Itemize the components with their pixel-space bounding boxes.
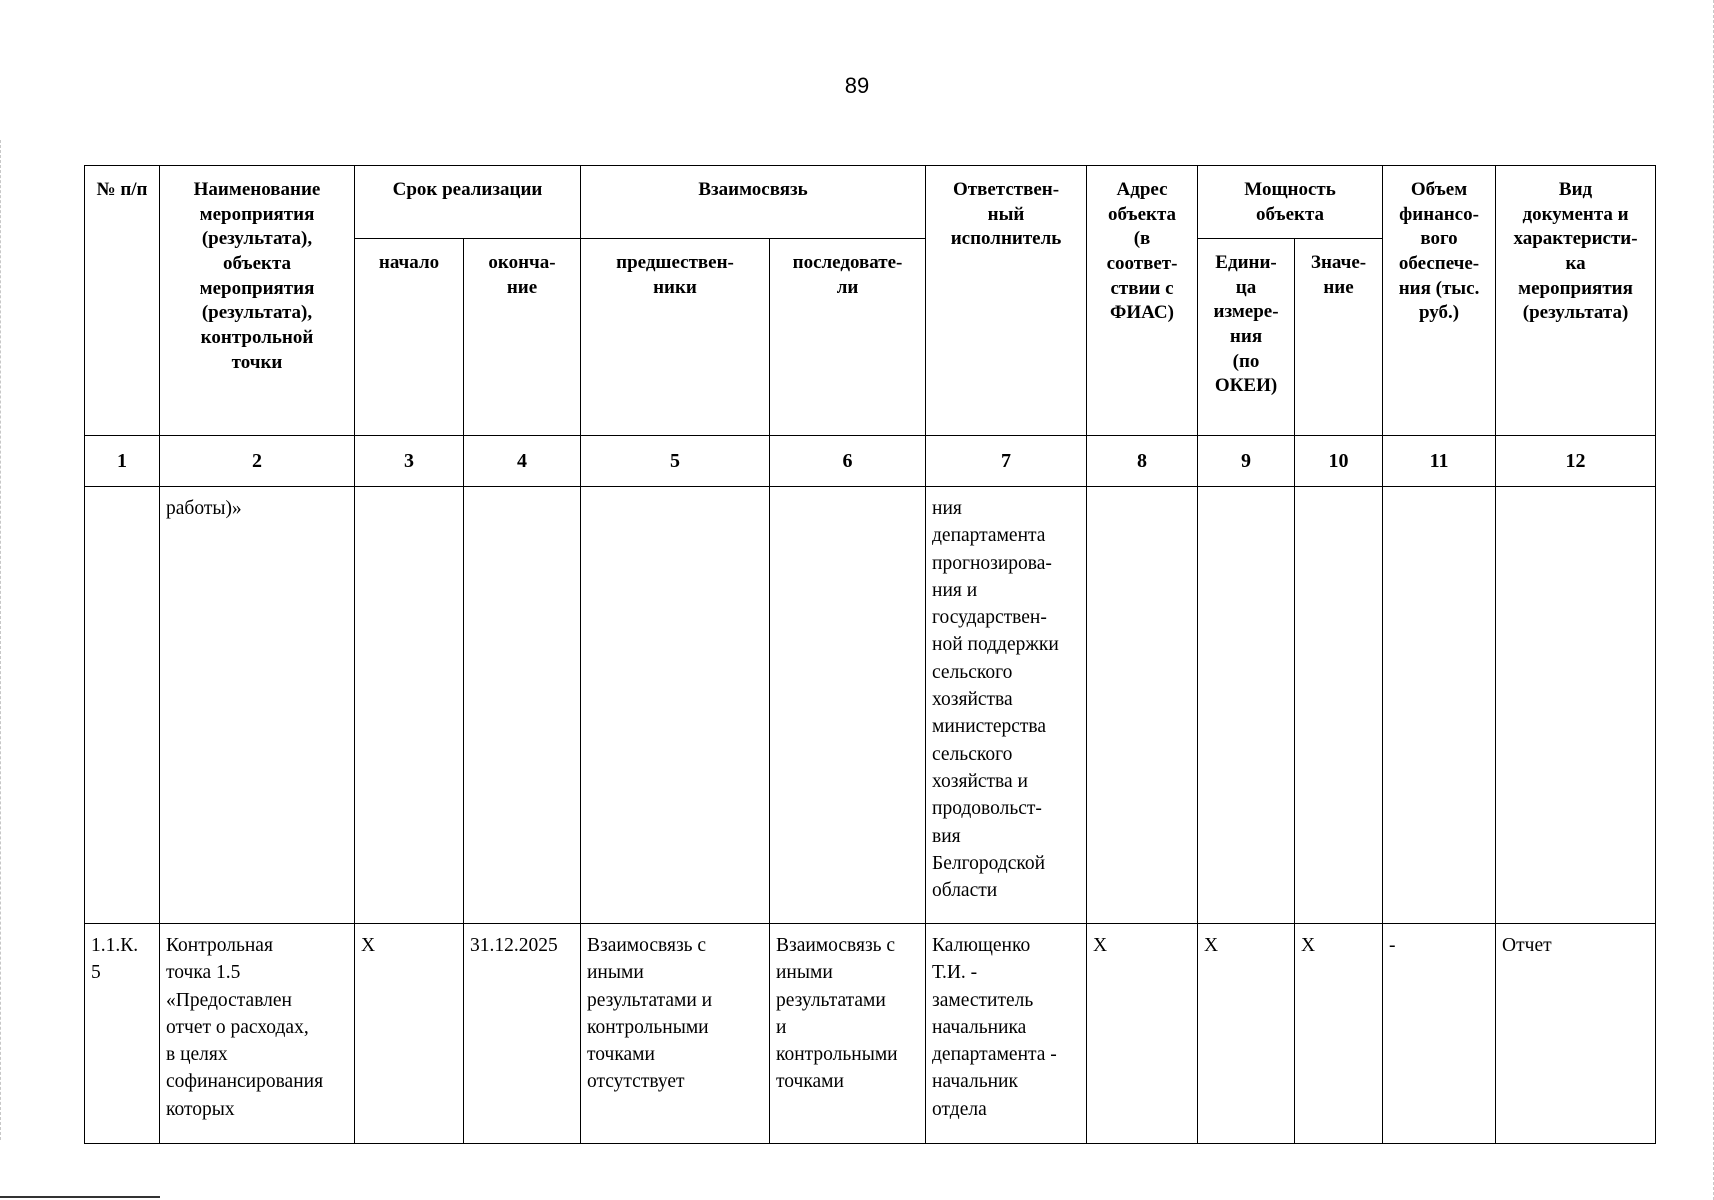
header-successors: последовате- ли	[770, 239, 926, 436]
header-relation: Взаимосвязь	[581, 166, 926, 239]
header-responsible: Ответствен- ный исполнитель	[926, 166, 1087, 436]
cell-financing: -	[1383, 924, 1496, 1144]
table-row	[85, 487, 1656, 924]
column-number: 1	[85, 436, 160, 487]
cell-end: 31.12.2025	[464, 924, 581, 1144]
column-number: 11	[1383, 436, 1496, 487]
column-number: 8	[1087, 436, 1198, 487]
column-number: 2	[160, 436, 355, 487]
column-number: 5	[581, 436, 770, 487]
header-start: начало	[355, 239, 464, 436]
column-number: 6	[770, 436, 926, 487]
cell-predecessors	[581, 487, 770, 924]
cell-address	[1087, 487, 1198, 924]
column-number: 3	[355, 436, 464, 487]
column-number: 7	[926, 436, 1087, 487]
plan-table	[84, 165, 1656, 1144]
header-term: Срок реализации	[355, 166, 581, 239]
cell-unit: X	[1198, 924, 1295, 1144]
cell-financing	[1383, 487, 1496, 924]
column-number: 12	[1496, 436, 1656, 487]
table-row	[85, 924, 1656, 1144]
header-value: Значе- ние	[1295, 239, 1383, 436]
header-end: оконча- ние	[464, 239, 581, 436]
cell-end	[464, 487, 581, 924]
cell-name: работы)»	[160, 487, 355, 924]
cell-document-type: Отчет	[1496, 924, 1656, 1144]
scan-edge-left	[0, 140, 3, 1140]
cell-successors: Взаимосвязь с иными результатами и контрольными точками	[770, 924, 926, 1144]
header-document-type: Вид документа и характеристи- ка мероприятия (результата)	[1496, 166, 1656, 436]
cell-value	[1295, 487, 1383, 924]
column-number: 4	[464, 436, 581, 487]
column-number: 10	[1295, 436, 1383, 487]
cell-address: X	[1087, 924, 1198, 1144]
scan-edge-bottom	[0, 1196, 160, 1198]
cell-number: 1.1.К. 5	[85, 924, 160, 1144]
cell-predecessors: Взаимосвязь с иными результатами и контрольными точками отсутствует	[581, 924, 770, 1144]
page-number: 89	[844, 73, 870, 98]
column-number: 9	[1198, 436, 1295, 487]
cell-successors	[770, 487, 926, 924]
cell-document-type	[1496, 487, 1656, 924]
header-predecessors: предшествен- ники	[581, 239, 770, 436]
cell-name: Контрольная точка 1.5 «Предоставлен отчет о расходах, в целях софинансирования которых	[160, 924, 355, 1144]
cell-start: X	[355, 924, 464, 1144]
cell-value: X	[1295, 924, 1383, 1144]
header-unit: Едини- ца измере- ния (по ОКЕИ)	[1198, 239, 1295, 436]
cell-responsible: Калющенко Т.И. - заместитель начальника департамента - начальник отдела	[926, 924, 1087, 1144]
cell-responsible: ния департамента прогнозирова- ния и государствен- ной поддержки сельского хозяйства министерства сельского хозяйства и продовольст- вия Белгородской области	[926, 487, 1087, 924]
header-row-1	[85, 166, 1656, 239]
cell-start	[355, 487, 464, 924]
header-financing: Объем финансо- вого обеспече- ния (тыс. руб.)	[1383, 166, 1496, 436]
header-name: Наименование мероприятия (результата), объекта мероприятия (результата), контрольной точки	[160, 166, 355, 436]
header-address: Адрес объекта (в соответ- ствии с ФИАС)	[1087, 166, 1198, 436]
header-capacity: Мощность объекта	[1198, 166, 1383, 239]
cell-unit	[1198, 487, 1295, 924]
header-number: № п/п	[85, 166, 160, 436]
cell-number	[85, 487, 160, 924]
column-number-row	[85, 436, 1656, 487]
